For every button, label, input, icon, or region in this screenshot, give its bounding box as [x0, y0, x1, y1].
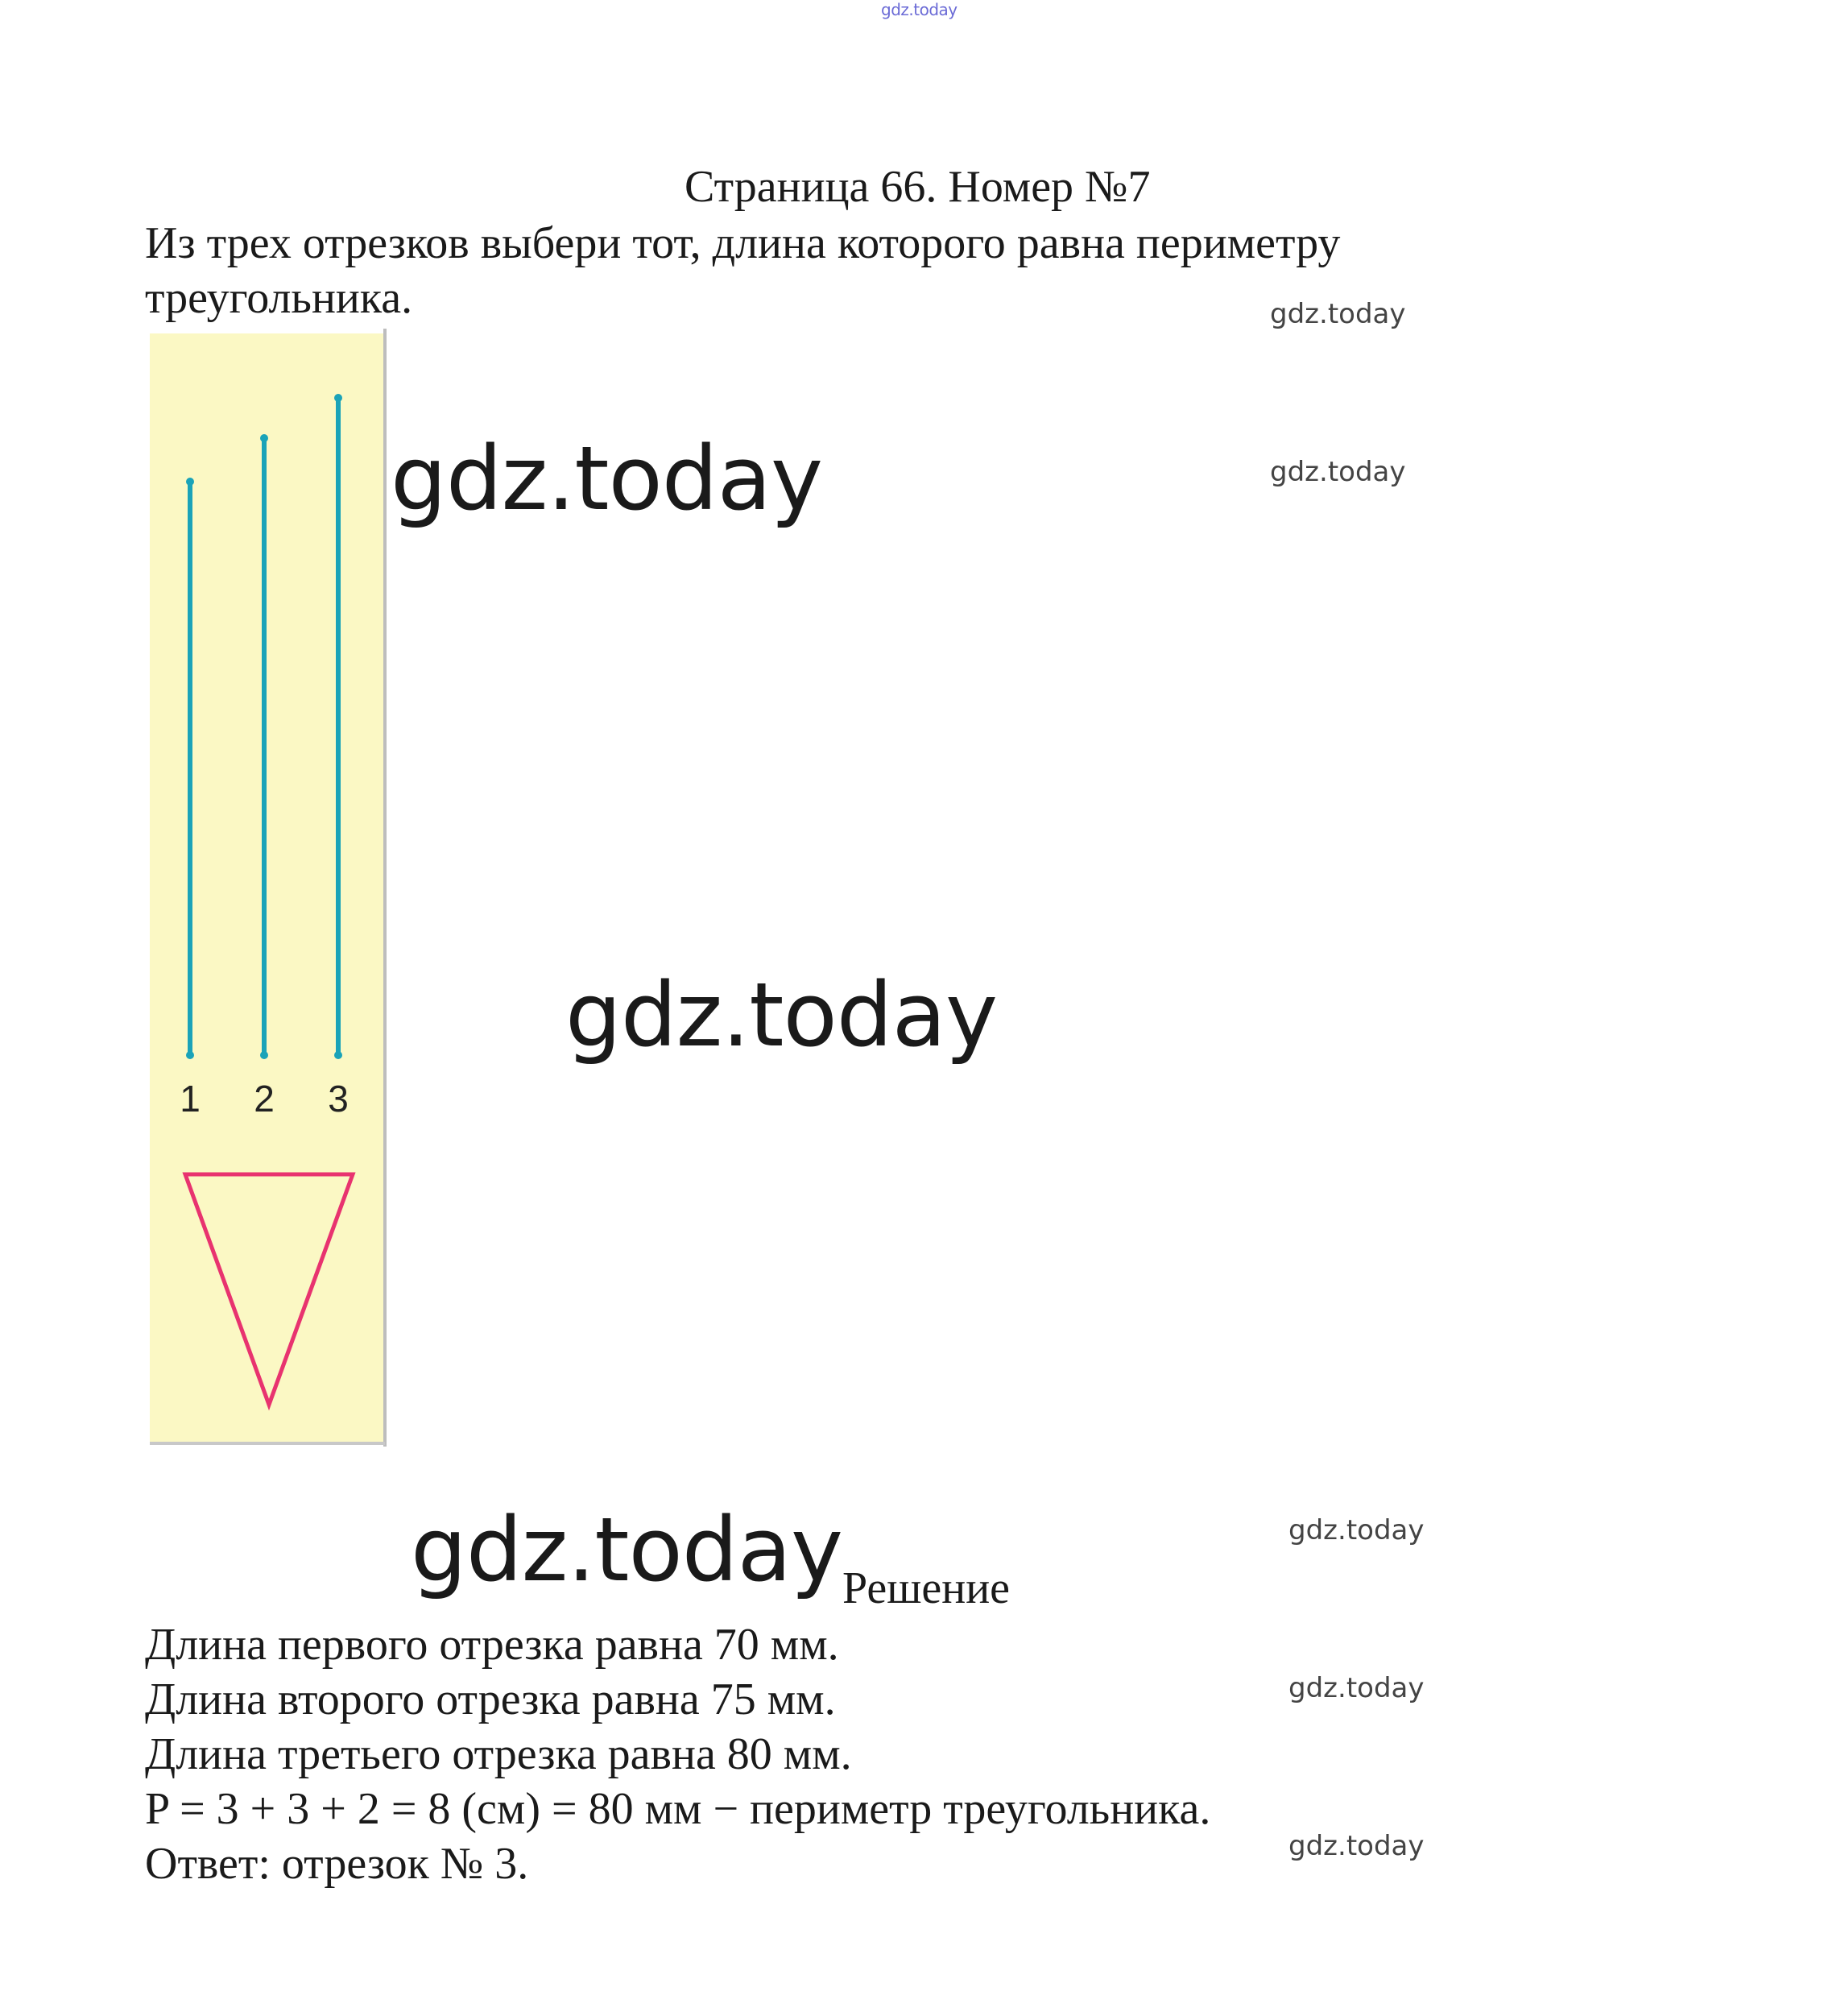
solution-line-1: Длина первого отрезка равна 70 мм.: [145, 1620, 839, 1670]
watermark-small-1: gdz.today: [1270, 298, 1406, 330]
segment-label-2: 2: [254, 1078, 275, 1120]
solution-line-3: Длина третьего отрезка равна 80 мм.: [145, 1729, 852, 1779]
segment-2-start-point: [260, 434, 268, 442]
watermark-small-3: gdz.today: [1288, 1514, 1425, 1546]
watermark-big-2: gdz.today: [565, 963, 998, 1066]
segment-3-end-point: [334, 1051, 342, 1059]
watermark-small-4: gdz.today: [1288, 1672, 1425, 1704]
task-text: Из трех отрезков выбери тот, длина которого равна периметру треугольника.: [145, 218, 1341, 323]
textbook-figure: [145, 322, 395, 1466]
page-title: Страница 66. Номер №7: [685, 162, 1151, 212]
segment-label-1: 1: [180, 1078, 201, 1120]
figure-svg: [145, 322, 395, 1466]
watermark-big-1: gdz.today: [391, 427, 823, 530]
solution-line-2: Длина второго отрезка равна 75 мм.: [145, 1674, 836, 1724]
segment-3-start-point: [334, 394, 342, 402]
segment-1-start-point: [186, 478, 194, 486]
solution-heading: Решение: [842, 1563, 1011, 1613]
segment-label-3: 3: [328, 1078, 349, 1120]
answer-line: Ответ: отрезок № 3.: [145, 1839, 529, 1889]
solution-line-4: P = 3 + 3 + 2 = 8 (см) = 80 мм − периметр треугольника.: [145, 1784, 1211, 1834]
watermark-big-3: gdz.today: [411, 1498, 843, 1601]
watermark-small-5: gdz.today: [1288, 1830, 1425, 1862]
watermark-top: gdz.today: [881, 0, 957, 19]
segment-2-end-point: [260, 1051, 268, 1059]
watermark-small-2: gdz.today: [1270, 456, 1406, 488]
segment-1-end-point: [186, 1051, 194, 1059]
